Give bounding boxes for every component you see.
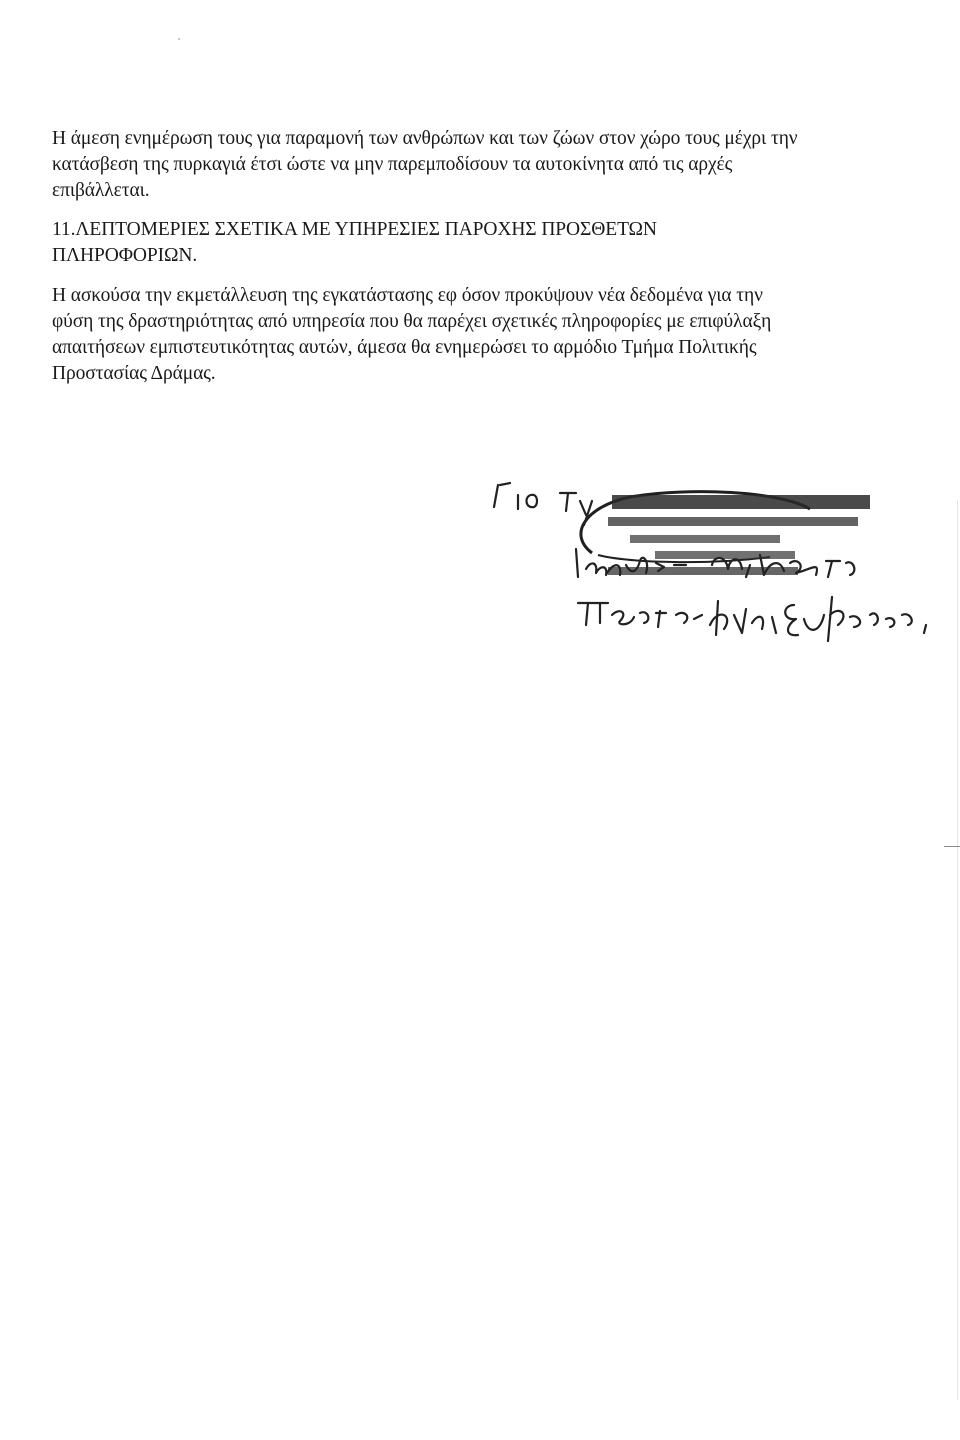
heading-line: 11.ΛΕΠΤΟΜΕΡΙΕΣ ΣΧΕΤΙΚΑ ΜΕ ΥΠΗΡΕΣΙΕΣ ΠΑΡΟΧΗΣ ΠΡΟΣΘΕΤΩΝ [52,219,657,240]
paragraph-evacuation-notice [52,126,798,204]
section-heading-11 [52,217,657,269]
paragraph-line: φύση της δραστηριότητας από υπηρεσία που θα παρέχει σχετικές πληροφορίες με επιφύλαξη [52,311,772,332]
paragraph-line: επιβάλλεται. [52,180,150,201]
paragraph-line: απαιτήσεων εμπιστευτικότητας αυτών, άμεσα θα ενημερώσει το αρμόδιο Τμήμα Πολιτικής [52,337,757,358]
signature-and-stamp [480,465,940,675]
paragraph-information-services [52,283,771,387]
heading-line: ΠΛΗΡΟΦΟΡΙΩΝ. [52,245,198,266]
paragraph-line: Προστασίας Δράμας. [52,363,216,384]
paragraph-line: κατάσβεση της πυρκαγιά έτσι ώστε να μην παρεμποδίσουν τα αυτοκίνητα από τις αρχές [52,154,733,175]
scan-margin-tick [944,846,960,847]
paragraph-line: Η ασκούσα την εκμετάλλευση της εγκατάστασης εφ όσον προκύψουν νέα δεδομένα για την [52,285,763,306]
scan-speck [178,38,180,40]
paragraph-line: Η άμεση ενημέρωση τους για παραμονή των ανθρώπων και των ζώων στον χώρο τους μέχρι την [52,128,798,149]
scan-edge-line [957,500,958,1400]
